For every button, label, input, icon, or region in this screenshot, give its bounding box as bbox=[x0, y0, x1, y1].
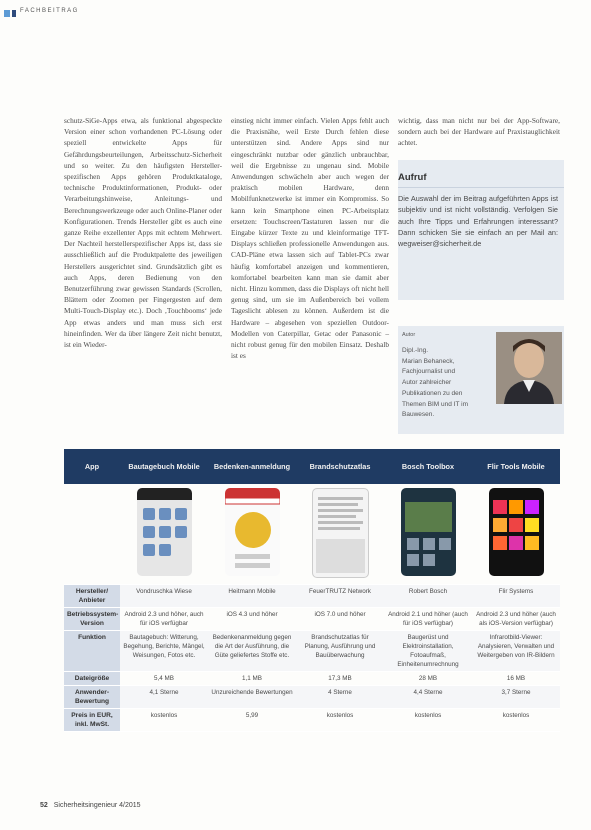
header-bosch-toolbox: Bosch Toolbox bbox=[384, 449, 472, 484]
author-box bbox=[398, 326, 564, 434]
row-label: Preis in EUR, inkl. MwSt. bbox=[64, 709, 120, 732]
row-label: Betriebssystem-Version bbox=[64, 608, 120, 631]
aufruf-divider bbox=[398, 187, 564, 188]
aufruf-box bbox=[398, 160, 564, 300]
aufruf-title: Aufruf bbox=[398, 172, 427, 183]
table-cell: Brandschutzatlas für Planung, Ausführung und Bauüberwachung bbox=[296, 631, 384, 672]
table-cell: kostenlos bbox=[120, 709, 208, 732]
table-cell: 4,4 Sterne bbox=[384, 686, 472, 709]
app-screenshot-bautagebuch bbox=[137, 488, 192, 576]
header-brandschutzatlas: Brandschutzatlas bbox=[296, 449, 384, 484]
magazine-name: Sicherheitsingenieur 4/2015 bbox=[53, 802, 141, 809]
app-screenshot-bosch-toolbox bbox=[401, 488, 456, 576]
header-bedenkenanmeldung: Bedenken-anmeldung bbox=[208, 449, 296, 484]
table-cell: kostenlos bbox=[472, 709, 560, 732]
table-cell: Vondruschka Wiese bbox=[120, 585, 208, 608]
page-number: 52 bbox=[40, 802, 48, 809]
table-cell: iOS 4.3 und höher bbox=[208, 608, 296, 631]
author-line: Autor zahlreicher bbox=[402, 379, 452, 387]
table-cell: Robert Bosch bbox=[384, 585, 472, 608]
author-line: Themen BIM und IT im Bauwesen. bbox=[402, 400, 468, 419]
header-accent-bar bbox=[4, 10, 10, 17]
table-row bbox=[64, 608, 560, 631]
header-app: App bbox=[64, 449, 120, 484]
author-line: Fachjournalist und bbox=[402, 368, 456, 376]
screenshot-row bbox=[64, 484, 560, 585]
header-flir-tools: Flir Tools Mobile bbox=[472, 449, 560, 484]
row-label: Dateigröße bbox=[64, 672, 120, 686]
author-photo bbox=[496, 332, 562, 404]
table-row bbox=[64, 585, 560, 608]
table-row bbox=[64, 672, 560, 686]
table-cell: Flir Systems bbox=[472, 585, 560, 608]
body-column-2: einstieg nicht immer einfach. Vielen Apps fehlt auch die Praxisnähe, weil Erste Durch fehlen diese unterstützen sind. Andere Apps sind nur eingeschränkt nutzbar oder gänzlich unbrauchbar, weil die Ergebnisse zu ungenau sind. Mobile Anwendungen schwächeln aber auch wegen der praktisch mobilen Hardware, denn Mobilfunknetzwerke ist immer ein Kompromiss. So kann kein Smartphone einen PC-Arbeitsplatz ersetzen: Touchscreen/Tastaturen lassen nur die Eingabe kürzer Texte zu und kleinformatige TFT-Displays schließen professionelle Anwendungen aus. CAD-Pläne etwa lassen sich auf Tablet-PCs zwar häufig komfortabel anzeigen und kommentieren, komfortabel bearbeiten kann man sie damit aber nicht. Hinzu kommen, dass die Displays oft nicht hell genug sind, um sie im Außenbereich bei vollem Tageslicht ablesen zu können. Außerdem ist die Hardware – abgesehen von speziellen Outdoor-Modellen von Caterpillar, Getac oder Panasonic – nicht robust genug für den mobilen Einsatz. Deshalb ist es bbox=[231, 116, 389, 361]
author-label: Autor bbox=[402, 332, 416, 338]
header-accent-bar-dark bbox=[12, 10, 16, 17]
table-header-row bbox=[64, 449, 560, 484]
app-screenshot-flir-tools bbox=[489, 488, 544, 576]
table-cell: 17,3 MB bbox=[296, 672, 384, 686]
table-cell: Unzureichende Bewertungen bbox=[208, 686, 296, 709]
author-line: Marian Behaneck, bbox=[402, 357, 455, 365]
table-cell: 5,99 bbox=[208, 709, 296, 732]
author-line: Dipl.-Ing. bbox=[402, 347, 429, 354]
table-cell: Heitmann Mobile bbox=[208, 585, 296, 608]
table-cell: Android 2.1 und höher (auch für iOS verfügbar) bbox=[384, 608, 472, 631]
app-screenshot-bedenkenanmeldung bbox=[225, 488, 280, 576]
table-cell: iOS 7.0 und höher bbox=[296, 608, 384, 631]
table-cell: 4,1 Sterne bbox=[120, 686, 208, 709]
table-cell: kostenlos bbox=[384, 709, 472, 732]
author-line: Publikationen zu den bbox=[402, 389, 463, 397]
body-column-1: schutz-SiGe-Apps etwa, als funktional abgespeckte Version einer schon vorhandenen PC-Lösung oder speziell entwickelte Apps für Gefährdungsbeurteilungen, Arbeitsschutz-Sicherheit und so weiter. Zu den häufigsten Hersteller-spezifischen Apps gehören Produktkataloge, technische Produktinformationen, Produkt- oder Verarbeitungshinweise, Anleitungs- und Berechnungswerkzeuge oder auch Online-Planer oder Konfigurationen. Trends Hersteller gibt es auch eine ganze Reihe exzellenter Apps mit echtem Mehrwert. Der Nachteil herstellerspezifischer Apps ist, dass sie ausschließlich auf die Produktpalette des jeweiligen Herstellers ausgerichtet sind. Grundsätzlich gibt es auch Apps, deren Bedienung von den Benutzerführung zwar gewissen Standards (Scrollen, Blättern oder Zoomen per Fingergesten auf dem Multi-Touch-Display etc.). Doch ‚Touchbooms‘ jede App etwas anders und man muss sich erst hineinfinden. Wer da über längere Zeit nicht benutzt, ist ein Wieder- bbox=[64, 116, 222, 350]
row-label: Hersteller/ Anbieter bbox=[64, 585, 120, 608]
table-row bbox=[64, 631, 560, 672]
table-cell: 1,1 MB bbox=[208, 672, 296, 686]
table-cell: 3,7 Sterne bbox=[472, 686, 560, 709]
section-label: FACHBEITRAG bbox=[20, 8, 79, 14]
table-cell: Bedenkenanmeldung gegen die Art der Ausführung, die Güte geliefertes Stoffe etc. bbox=[208, 631, 296, 672]
row-label: Funktion bbox=[64, 631, 120, 672]
page-footer bbox=[40, 802, 141, 809]
app-screenshot-brandschutzatlas bbox=[312, 488, 369, 578]
table-cell: 28 MB bbox=[384, 672, 472, 686]
row-label: Anwender-Bewertung bbox=[64, 686, 120, 709]
table-cell: Android 2.3 und höher, auch für iOS verfügbar bbox=[120, 608, 208, 631]
author-bio bbox=[402, 346, 492, 421]
app-comparison-table bbox=[64, 449, 560, 732]
table-row bbox=[64, 709, 560, 732]
aufruf-text: Die Auswahl der im Beitrag aufgeführten Apps ist subjektiv und ist nicht vollständig. Verfolgen Sie auch Ihre Tipps und Erfahrungen interessant? Dann schicken Sie sie einfach an per Mail an: wegweiser@sicherheit.de bbox=[398, 194, 558, 249]
table-cell: Baugerüst und Elektroinstallation, Fotoaufmaß, Einheitenumrechnung bbox=[384, 631, 472, 672]
header-bautagebuch: Bautagebuch Mobile bbox=[120, 449, 208, 484]
table-cell: Bautagebuch: Witterung, Begehung, Berichte, Mängel, Weisungen, Fotos etc. bbox=[120, 631, 208, 672]
table-cell: Android 2.3 und höher (auch als iOS-Version verfügbar) bbox=[472, 608, 560, 631]
table-cell: 16 MB bbox=[472, 672, 560, 686]
table-cell: Infrarotbild-Viewer: Analysieren, Verwalten und Weitergeben von IR-Bildern bbox=[472, 631, 560, 672]
table-cell: kostenlos bbox=[296, 709, 384, 732]
table-cell: 4 Sterne bbox=[296, 686, 384, 709]
table-cell: 5,4 MB bbox=[120, 672, 208, 686]
table-row bbox=[64, 686, 560, 709]
table-cell: FeuerTRUTZ Network bbox=[296, 585, 384, 608]
body-column-3: wichtig, dass man nicht nur bei der App-Software, sondern auch bei der Hardware auf Praxistauglichkeit achtet. bbox=[398, 116, 560, 148]
